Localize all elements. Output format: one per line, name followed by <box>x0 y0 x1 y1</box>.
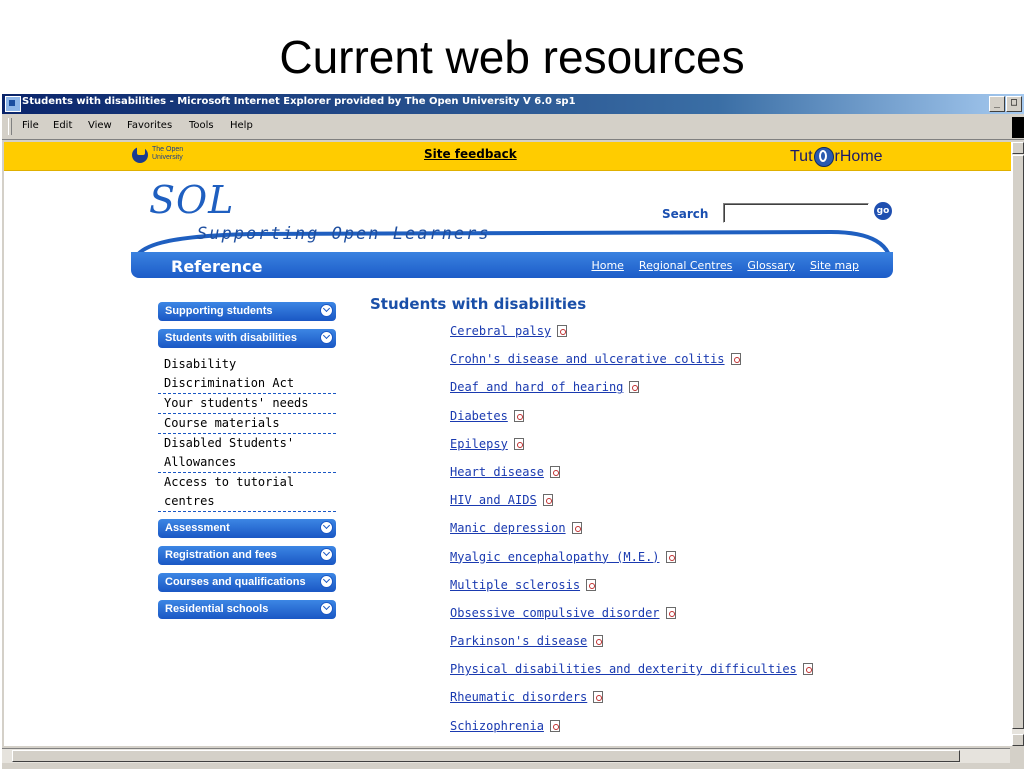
menu-favorites[interactable]: Favorites <box>127 120 173 131</box>
pdf-icon[interactable] <box>543 494 553 506</box>
sidebar-item-supporting-students[interactable]: Supporting students <box>158 302 336 321</box>
list-item <box>450 550 813 578</box>
list-item <box>450 324 813 352</box>
pdf-icon[interactable] <box>666 551 676 563</box>
condition-link[interactable]: HIV and AIDS <box>450 493 537 508</box>
title-bar <box>2 94 1024 114</box>
vertical-scroll-thumb[interactable] <box>1012 155 1024 729</box>
condition-link[interactable]: Multiple sclerosis <box>450 577 581 592</box>
menu-bar <box>2 115 1024 140</box>
condition-link[interactable]: Myalgic encephalopathy (M.E.) <box>450 549 660 564</box>
search-input[interactable] <box>723 203 869 223</box>
sidebar <box>158 302 336 627</box>
sol-tagline: Supporting Open Learners <box>197 224 491 244</box>
ie-icon <box>5 96 21 112</box>
list-item <box>450 662 813 690</box>
condition-link[interactable]: Crohn's disease and ulcerative colitis <box>450 352 725 367</box>
browser-window <box>2 93 1024 769</box>
pdf-icon[interactable] <box>593 635 603 647</box>
pdf-icon[interactable] <box>557 325 567 337</box>
menu-view[interactable]: View <box>88 120 112 131</box>
minimize-button[interactable]: _ <box>989 96 1005 112</box>
sol-header <box>131 172 893 282</box>
horizontal-scroll-thumb[interactable] <box>12 750 960 762</box>
pdf-icon[interactable] <box>550 466 560 478</box>
sidebar-item-students-with-disabilities[interactable]: Students with disabilities <box>158 329 336 348</box>
sidebar-item-assessment[interactable]: Assessment <box>158 519 336 538</box>
chevron-down-icon <box>320 521 333 534</box>
ou-logo-icon[interactable] <box>132 147 148 163</box>
tutorhome-logo[interactable]: Tut rHome <box>790 148 883 165</box>
throbber <box>1012 117 1024 138</box>
list-item <box>450 578 813 606</box>
ou-bar <box>4 142 1012 171</box>
condition-link[interactable]: Parkinson's disease <box>450 634 588 649</box>
list-item <box>450 465 813 493</box>
pdf-icon[interactable] <box>629 381 639 393</box>
search-label: Search <box>662 207 709 221</box>
condition-link[interactable]: Obsessive compulsive disorder <box>450 605 660 620</box>
top-nav <box>591 259 859 272</box>
scroll-down-button[interactable] <box>1012 734 1024 746</box>
slide-title: Current web resources <box>279 31 745 83</box>
pdf-icon[interactable] <box>572 522 582 534</box>
menu-file[interactable]: File <box>22 120 39 131</box>
sidebar-sublink-dda[interactable]: Disability Discrimination Act <box>158 355 336 394</box>
chevron-down-icon <box>320 331 333 344</box>
condition-list <box>450 324 813 746</box>
sidebar-item-registration-fees[interactable]: Registration and fees <box>158 546 336 565</box>
condition-link[interactable]: Diabetes <box>450 408 508 423</box>
pdf-icon[interactable] <box>514 438 524 450</box>
list-item <box>450 493 813 521</box>
menu-edit[interactable]: Edit <box>53 120 73 131</box>
pdf-icon[interactable] <box>803 663 813 675</box>
list-item <box>450 719 813 746</box>
menu-grip <box>8 118 12 135</box>
list-item <box>450 521 813 549</box>
web-page <box>4 142 1012 746</box>
pdf-icon[interactable] <box>586 579 596 591</box>
maximize-button[interactable]: □ <box>1006 96 1022 112</box>
list-item <box>450 380 813 408</box>
pdf-icon[interactable] <box>550 720 560 732</box>
chevron-down-icon <box>320 548 333 561</box>
scroll-up-button[interactable] <box>1012 142 1024 154</box>
sidebar-sublink-tutorial-centres[interactable]: Access to tutorial centres <box>158 473 336 512</box>
list-item <box>450 409 813 437</box>
nav-home[interactable]: Home <box>591 259 624 272</box>
condition-link[interactable]: Manic depression <box>450 521 566 536</box>
window-title: Students with disabilities - Microsoft Internet Explorer provided by The Open University V 6.0 sp1 <box>22 96 576 107</box>
globe-icon <box>814 147 834 167</box>
site-feedback-link[interactable]: Site feedback <box>424 147 517 161</box>
pdf-icon[interactable] <box>593 691 603 703</box>
nav-site-map[interactable]: Site map <box>809 259 859 272</box>
condition-link[interactable]: Cerebral palsy <box>450 324 552 338</box>
vertical-scrollbar[interactable] <box>1011 142 1024 746</box>
pdf-icon[interactable] <box>731 353 741 365</box>
pdf-icon[interactable] <box>666 607 676 619</box>
condition-link[interactable]: Deaf and hard of hearing <box>450 380 624 395</box>
chevron-down-icon <box>320 575 333 588</box>
list-item <box>450 352 813 380</box>
section-title: Reference <box>171 257 263 276</box>
condition-link[interactable]: Physical disabilities and dexterity difficulties <box>450 662 797 677</box>
chevron-down-icon <box>320 602 333 615</box>
list-item <box>450 437 813 465</box>
sidebar-sublink-students-needs[interactable]: Your students' needs <box>158 394 336 414</box>
menu-tools[interactable]: Tools <box>189 120 214 131</box>
horizontal-scrollbar[interactable] <box>2 748 1010 763</box>
condition-link[interactable]: Epilepsy <box>450 436 508 451</box>
sidebar-item-courses-qualifications[interactable]: Courses and qualifications <box>158 573 336 592</box>
nav-glossary[interactable]: Glossary <box>747 259 795 272</box>
sidebar-submenu <box>158 355 336 512</box>
condition-link[interactable]: Heart disease <box>450 464 544 479</box>
list-item <box>450 690 813 718</box>
chevron-down-icon <box>320 304 333 317</box>
ou-logo-text: The Open University <box>152 146 184 161</box>
pdf-icon[interactable] <box>514 410 524 422</box>
reference-bar <box>131 252 893 278</box>
list-item <box>450 606 813 634</box>
list-item <box>450 634 813 662</box>
sidebar-item-residential-schools[interactable]: Residential schools <box>158 600 336 619</box>
condition-link[interactable]: Rheumatic disorders <box>450 690 588 705</box>
content-heading: Students with disabilities <box>370 295 587 313</box>
nav-regional-centres[interactable]: Regional Centres <box>638 259 733 272</box>
sidebar-sublink-dsa[interactable]: Disabled Students' Allowances <box>158 434 336 473</box>
sol-logo[interactable]: SOL <box>149 178 235 222</box>
menu-help[interactable]: Help <box>230 120 253 131</box>
sidebar-sublink-course-materials[interactable]: Course materials <box>158 414 336 434</box>
go-button[interactable]: go <box>874 202 892 220</box>
condition-link[interactable]: Schizophrenia <box>450 718 544 733</box>
